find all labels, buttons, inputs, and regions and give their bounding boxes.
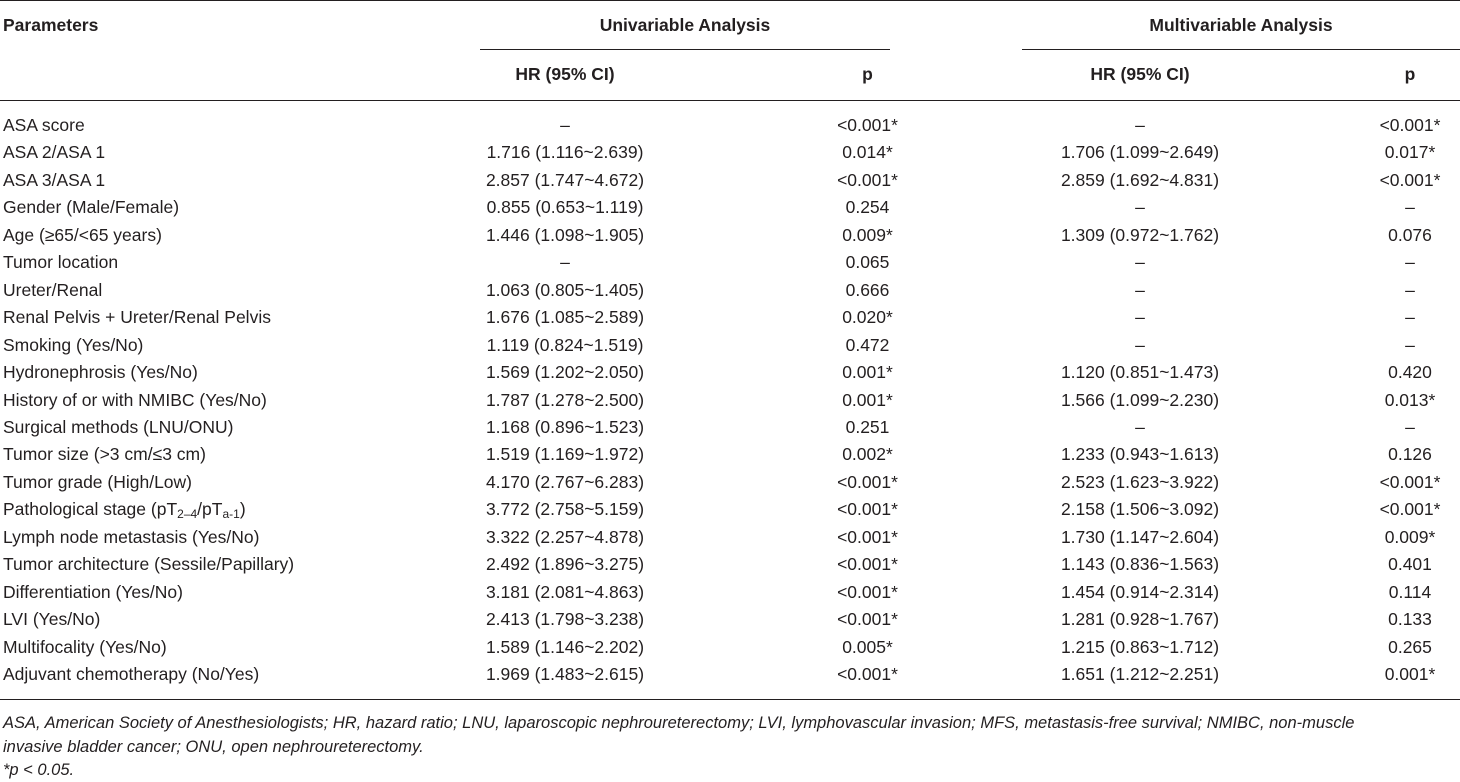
cell-multi-p: 0.126 [1388, 444, 1432, 465]
table-row [0, 634, 1460, 662]
table-row [0, 112, 1460, 140]
footnote-abbreviations-line2: invasive bladder cancer; ONU, open nephroureterectomy. [3, 738, 424, 756]
header-multi-p: p [1404, 64, 1416, 84]
cell-multi-hr: 2.859 (1.692~4.831) [1060, 169, 1220, 190]
param-text: ) [239, 499, 246, 520]
cell-multi-hr: – [1135, 197, 1145, 218]
header-uni-hr: HR (95% CI) [515, 64, 615, 84]
cell-uni-hr: 1.969 (1.483~2.615) [485, 664, 645, 684]
cell-uni-hr: 1.787 (1.278~2.500) [485, 389, 645, 410]
cell-multi-p: 0.013* [1384, 389, 1436, 410]
cell-uni-p: 0.001* [842, 389, 893, 410]
cell-uni-hr: 3.322 (2.257~4.878) [485, 526, 645, 547]
table-row [0, 304, 1460, 332]
table-top-rule [0, 0, 1460, 1]
cell-uni-p: 0.251 [845, 416, 890, 437]
cell-parameter: ASA 3/ASA 1 [3, 169, 106, 190]
table-row [0, 524, 1460, 552]
cell-multi-hr: 1.309 (0.972~1.762) [1060, 224, 1220, 245]
cell-multi-p: <0.001* [1379, 169, 1441, 190]
table-row [0, 551, 1460, 579]
cell-parameter: Ureter/Renal [3, 279, 103, 300]
cell-multi-hr: 1.730 (1.147~2.604) [1060, 526, 1220, 547]
cell-uni-p: 0.009* [842, 224, 893, 245]
cell-multi-hr: 1.143 (0.836~1.563) [1060, 554, 1220, 575]
cell-uni-p: 0.005* [842, 636, 893, 657]
table-row [0, 414, 1460, 442]
cell-multi-p: 0.133 [1388, 609, 1432, 630]
cell-multi-p: 0.401 [1388, 554, 1432, 575]
cell-parameter: Tumor location [3, 252, 119, 273]
cell-multi-hr: 2.523 (1.623~3.922) [1060, 471, 1220, 492]
header-uni-p: p [862, 64, 873, 84]
cell-parameter: Gender (Male/Female) [3, 197, 180, 218]
table-bottom-rule [0, 699, 1460, 700]
cell-uni-hr: – [560, 252, 570, 273]
cell-parameter: Tumor grade (High/Low) [3, 471, 193, 492]
cell-uni-p: <0.001* [837, 554, 898, 575]
cell-multi-hr: 1.566 (1.099~2.230) [1060, 389, 1220, 410]
cell-uni-p: <0.001* [837, 581, 898, 602]
table-row [0, 579, 1460, 607]
table-row [0, 469, 1460, 497]
cell-uni-hr: 1.446 (1.098~1.905) [485, 224, 645, 245]
table-row [0, 194, 1460, 222]
header-multivariable: Multivariable Analysis [1149, 15, 1333, 35]
cell-multi-p: 0.017* [1384, 142, 1436, 163]
cell-uni-p: 0.002* [842, 444, 893, 465]
cell-parameter: Hydronephrosis (Yes/No) [3, 362, 198, 383]
table-row [0, 222, 1460, 250]
param-text: /pT [197, 499, 223, 520]
cell-uni-hr: 0.855 (0.653~1.119) [486, 197, 644, 218]
cell-multi-p: – [1405, 279, 1415, 300]
table-row [0, 139, 1460, 167]
cell-multi-hr: – [1135, 334, 1145, 355]
cell-multi-p: – [1405, 307, 1415, 328]
cell-multi-hr: 1.651 (1.212~2.251) [1060, 664, 1220, 684]
header-multi-hr: HR (95% CI) [1090, 64, 1190, 84]
cell-uni-p: <0.001* [837, 609, 898, 630]
cell-multi-p: – [1405, 197, 1415, 218]
cell-multi-hr: – [1135, 416, 1145, 437]
table-row [0, 441, 1460, 469]
cell-uni-p: <0.001* [837, 499, 898, 520]
cell-uni-hr: 4.170 (2.767~6.283) [485, 471, 645, 492]
multivariable-underline [1022, 49, 1460, 50]
cell-uni-hr: 1.119 (0.824~1.519) [486, 334, 644, 355]
univariable-underline [480, 49, 890, 50]
cell-multi-hr: – [1135, 252, 1145, 273]
cell-uni-p: 0.020* [842, 307, 893, 328]
cell-multi-p: 0.265 [1388, 636, 1432, 657]
header-bottom-rule [0, 100, 1460, 101]
param-subscript: 2–4 [177, 507, 198, 522]
param-text: Pathological stage (pT [3, 499, 178, 520]
cell-parameter: Differentiation (Yes/No) [3, 581, 183, 602]
cell-parameter: Tumor architecture (Sessile/Papillary) [3, 554, 295, 575]
cell-multi-hr: 1.454 (0.914~2.314) [1060, 581, 1220, 602]
cell-uni-hr: 3.772 (2.758~5.159) [485, 499, 645, 520]
cell-uni-hr: 1.569 (1.202~2.050) [485, 362, 645, 383]
cell-uni-p: <0.001* [837, 664, 898, 684]
table-row [0, 277, 1460, 305]
cell-multi-p: <0.001* [1379, 115, 1441, 135]
cell-parameter: Adjuvant chemotherapy (No/Yes) [3, 664, 260, 684]
cell-uni-p: 0.014* [842, 142, 893, 163]
cell-uni-p: 0.254 [845, 197, 890, 218]
cell-uni-p: 0.666 [845, 279, 890, 300]
cell-multi-hr: 1.120 (0.851~1.473) [1060, 362, 1220, 383]
cell-uni-p: 0.472 [845, 334, 890, 355]
cell-uni-p: <0.001* [837, 115, 898, 135]
cell-uni-hr: – [560, 115, 570, 135]
cell-uni-hr: 2.413 (1.798~3.238) [485, 609, 645, 630]
cell-parameter: Surgical methods (LNU/ONU) [3, 416, 234, 437]
cell-uni-hr: 3.181 (2.081~4.863) [485, 581, 645, 602]
cell-multi-p: 0.076 [1388, 224, 1432, 245]
cell-multi-p: – [1405, 416, 1415, 437]
cell-multi-p: 0.009* [1384, 526, 1436, 547]
cell-uni-p: <0.001* [837, 471, 898, 492]
cell-multi-hr: 1.706 (1.099~2.649) [1060, 142, 1220, 163]
cell-uni-hr: 1.716 (1.116~2.639) [486, 142, 644, 163]
cell-parameter: Multifocality (Yes/No) [3, 636, 167, 657]
cell-uni-hr: 2.857 (1.747~4.672) [485, 169, 645, 190]
cell-multi-p: 0.001* [1384, 664, 1436, 684]
table-row [0, 661, 1460, 689]
param-subscript: a-1 [222, 507, 240, 522]
cell-multi-hr: – [1135, 307, 1145, 328]
footnote-abbreviations-line1: ASA, American Society of Anesthesiologists; HR, hazard ratio; LNU, laparoscopic nephroureterectomy; LVI, lymphovascular invasion; MFS, metastasis-free survival; NMIBC, non-muscle [3, 714, 1355, 732]
table-row [0, 332, 1460, 360]
cell-multi-p: 0.420 [1388, 362, 1432, 383]
table-row [0, 167, 1460, 195]
cell-uni-p: <0.001* [837, 526, 898, 547]
footnote-significance: *p < 0.05. [3, 761, 75, 779]
cell-parameter [3, 499, 246, 522]
cell-uni-p: <0.001* [837, 169, 898, 190]
cell-multi-hr: 1.281 (0.928~1.767) [1060, 609, 1220, 630]
cell-multi-hr: – [1135, 279, 1145, 300]
cell-uni-hr: 1.589 (1.146~2.202) [485, 636, 645, 657]
cell-parameter: History of or with NMIBC (Yes/No) [3, 389, 267, 410]
header-parameters: Parameters [3, 15, 99, 35]
cell-parameter: Tumor size (>3 cm/≤3 cm) [3, 444, 206, 465]
cell-uni-hr: 1.519 (1.169~1.972) [485, 444, 645, 465]
cell-multi-p: 0.114 [1388, 581, 1432, 602]
cell-uni-p: 0.065 [845, 252, 890, 273]
cell-multi-p: – [1405, 252, 1415, 273]
cell-multi-hr: 1.215 (0.863~1.712) [1060, 636, 1220, 657]
cell-multi-p: <0.001* [1379, 471, 1441, 492]
cell-parameter: Smoking (Yes/No) [3, 334, 144, 355]
cell-parameter: Age (≥65/<65 years) [3, 224, 162, 245]
cell-parameter: ASA 2/ASA 1 [3, 142, 106, 163]
table-row [0, 606, 1460, 634]
cell-parameter: ASA score [3, 115, 85, 135]
header-univariable: Univariable Analysis [599, 15, 771, 35]
table-row [0, 496, 1460, 524]
table-row [0, 249, 1460, 277]
cell-multi-p: <0.001* [1379, 499, 1441, 520]
cell-multi-hr: – [1135, 115, 1145, 135]
cell-parameter: Lymph node metastasis (Yes/No) [3, 526, 260, 547]
cell-uni-hr: 1.168 (0.896~1.523) [485, 416, 645, 437]
cell-uni-hr: 2.492 (1.896~3.275) [485, 554, 645, 575]
cell-parameter: Renal Pelvis + Ureter/Renal Pelvis [3, 307, 271, 328]
table-row [0, 359, 1460, 387]
cell-parameter: LVI (Yes/No) [3, 609, 101, 630]
cell-multi-p: – [1405, 334, 1415, 355]
cell-uni-p: 0.001* [842, 362, 893, 383]
cell-uni-hr: 1.676 (1.085~2.589) [485, 307, 645, 328]
table-row [0, 387, 1460, 415]
cell-multi-hr: 1.233 (0.943~1.613) [1060, 444, 1220, 465]
cell-uni-hr: 1.063 (0.805~1.405) [485, 279, 645, 300]
cell-multi-hr: 2.158 (1.506~3.092) [1060, 499, 1220, 520]
